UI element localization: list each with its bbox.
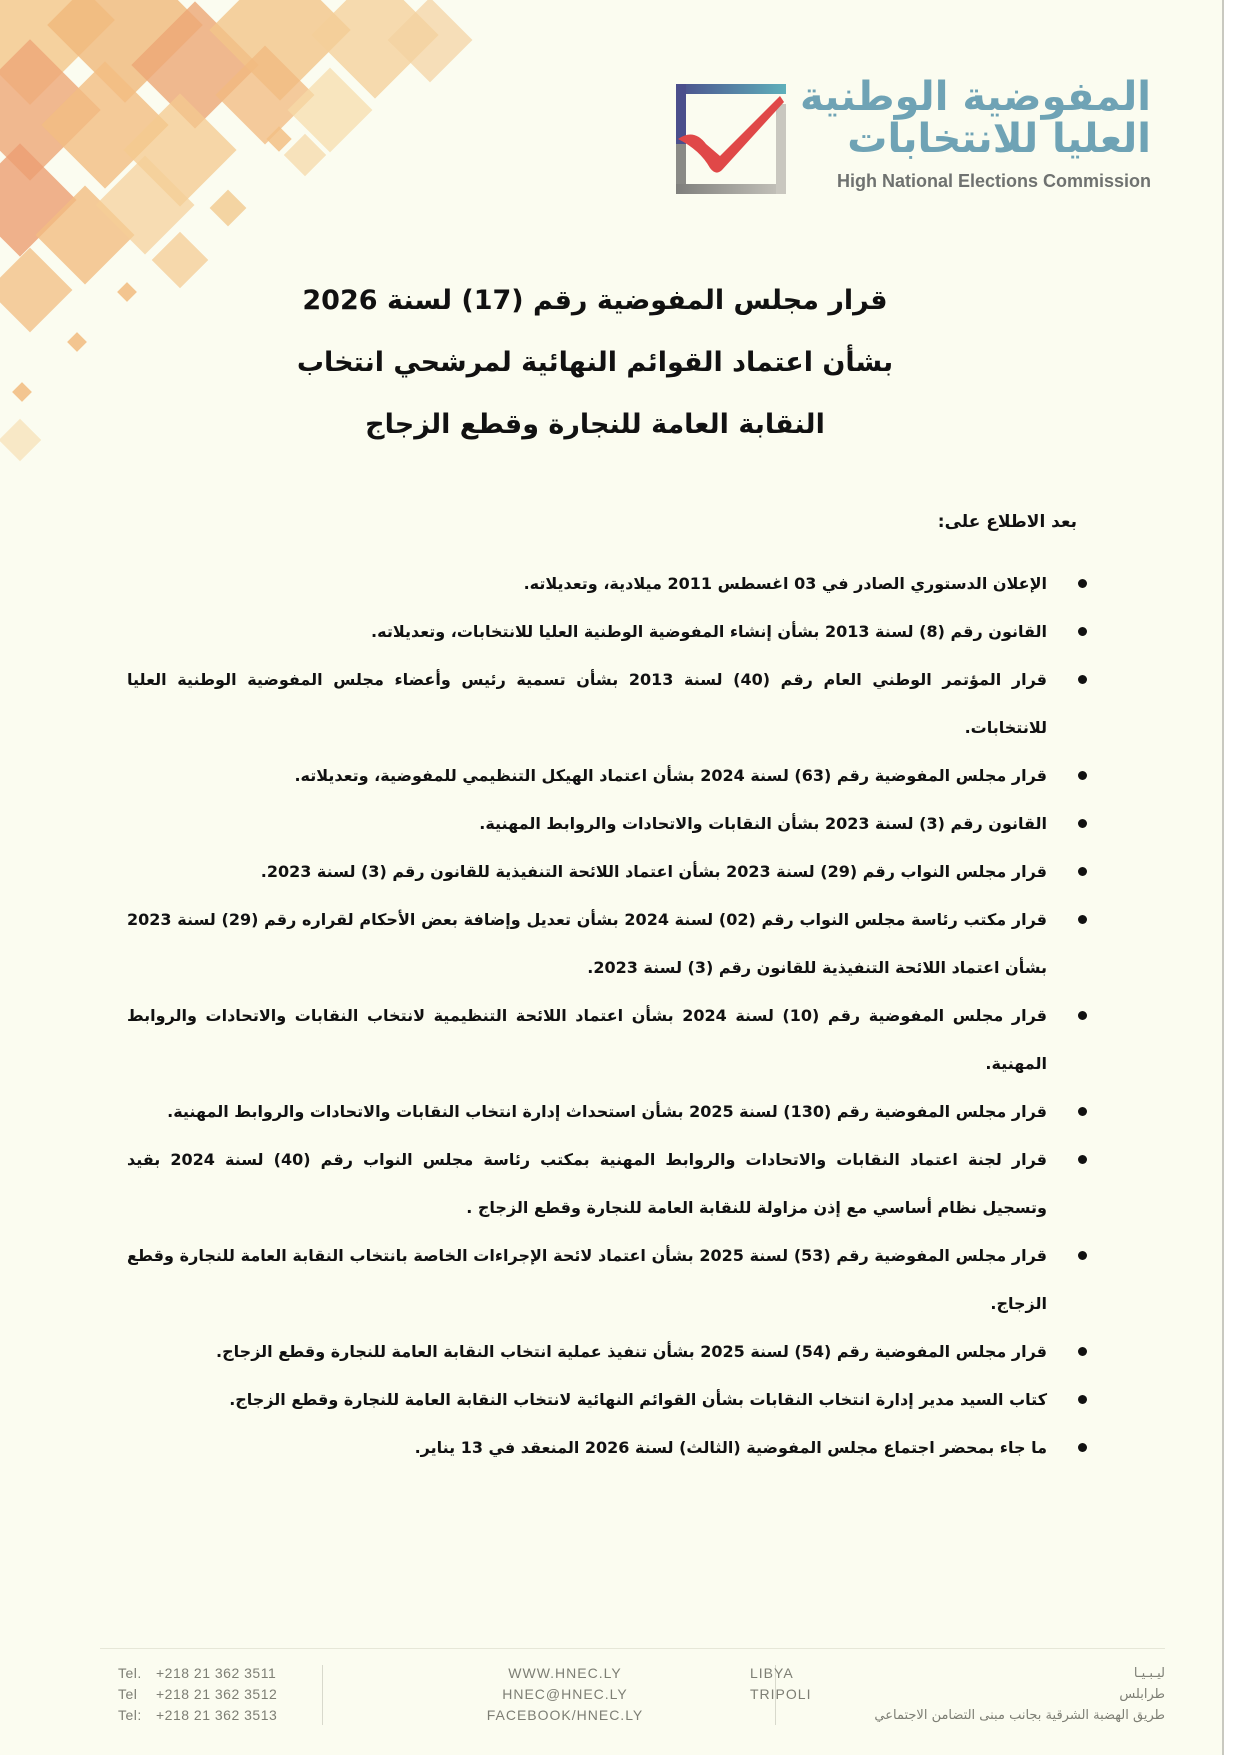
- title-line-2: بشأن اعتماد القوائم النهائية لمرشحي انتخاب: [296, 347, 894, 378]
- phone-line: Tel: +218 21 362 3513: [118, 1707, 278, 1723]
- address-english: LIBYA TRIPOLI: [750, 1665, 812, 1702]
- decision-title: [200, 270, 990, 456]
- bullet-icon: [1078, 1443, 1087, 1452]
- bullet-icon: [1078, 627, 1087, 636]
- bullet-icon: [1078, 1155, 1087, 1164]
- website-link[interactable]: WWW.HNEC.LY: [508, 1665, 622, 1681]
- list-item: ما جاء بمحضر اجتماع مجلس المفوضية (الثالث) لسنة 2026 المنعقد في 13 يناير.: [127, 1424, 1087, 1472]
- preamble-heading: بعد الاطلاع على:: [937, 512, 1077, 532]
- list-item: قرار مجلس المفوضية رقم (53) لسنة 2025 بشأن اعتماد لائحة الإجراءات الخاصة بانتخاب النقابة العامة للنجارة وقطع الزجاج.: [127, 1232, 1087, 1328]
- footer-divider: [322, 1665, 323, 1725]
- bullet-icon: [1078, 1011, 1087, 1020]
- address-arabic: ليـبـيـا طرابلس طريق الهضبة الشرقية بجانب مبنى التضامن الاجتماعي: [874, 1666, 1165, 1723]
- bullet-icon: [1078, 1251, 1087, 1260]
- logo-arabic-line2: العليا للانتخابات: [847, 116, 1151, 162]
- web-contacts: [440, 1663, 690, 1726]
- bullet-icon: [1078, 579, 1087, 588]
- title-line-3: النقابة العامة للنجارة وقطع الزجاج: [365, 409, 825, 440]
- phone-line: Tel. +218 21 362 3511: [118, 1665, 277, 1681]
- list-item: القانون رقم (3) لسنة 2023 بشأن النقابات والاتحادات والروابط المهنية.: [127, 800, 1087, 848]
- list-item: قرار مجلس المفوضية رقم (63) لسنة 2024 بشأن اعتماد الهيكل التنظيمي للمفوضية، وتعديلاته.: [127, 752, 1087, 800]
- bullet-icon: [1078, 675, 1087, 684]
- bullet-icon: [1078, 1395, 1087, 1404]
- list-item: قرار مجلس المفوضية رقم (54) لسنة 2025 بشأن تنفيذ عملية انتخاب النقابة العامة للنجارة وقطع الزجاج.: [127, 1328, 1087, 1376]
- bullet-icon: [1078, 771, 1087, 780]
- hnec-logo: [676, 74, 1166, 194]
- checkbox-check-icon: [676, 84, 786, 194]
- list-item: قرار المؤتمر الوطني العام رقم (40) لسنة 2013 بشأن تسمية رئيس وأعضاء مجلس المفوضية الوطنية العليا للانتخابات.: [127, 656, 1087, 752]
- bullet-icon: [1078, 1107, 1087, 1116]
- bullet-icon: [1078, 1347, 1087, 1356]
- list-item: كتاب السيد مدير إدارة انتخاب النقابات بشأن القوائم النهائية لانتخاب النقابة العامة للنجارة وقطع الزجاج.: [127, 1376, 1087, 1424]
- facebook-link[interactable]: FACEBOOK/HNEC.LY: [486, 1707, 644, 1723]
- list-item: الإعلان الدستوري الصادر في 03 اغسطس 2011 ميلادية، وتعديلاته.: [127, 560, 1087, 608]
- phone-numbers: [118, 1663, 277, 1726]
- list-item: قرار لجنة اعتماد النقابات والاتحادات والروابط المهنية بمكتب رئاسة مجلس النواب رقم (40) لسنة 2024 بقيد وتسجيل نظام أساسي مع إذن مزاولة للنقابة العامة للنجارة وقطع الزجاج .: [127, 1136, 1087, 1232]
- logo-english-name: High National Elections Commission: [836, 171, 1151, 191]
- list-item: القانون رقم (8) لسنة 2013 بشأن إنشاء المفوضية الوطنية العليا للانتخابات، وتعديلاته.: [127, 608, 1087, 656]
- letterhead-footer: [100, 1648, 1165, 1731]
- references-list: [127, 560, 1087, 1472]
- bullet-icon: [1078, 819, 1087, 828]
- list-item: قرار مجلس المفوضية رقم (10) لسنة 2024 بشأن اعتماد اللائحة التنظيمية لانتخاب النقابات والاتحادات والروابط المهنية.: [127, 992, 1087, 1088]
- bullet-icon: [1078, 915, 1087, 924]
- list-item: قرار مكتب رئاسة مجلس النواب رقم (02) لسنة 2024 بشأن تعديل وإضافة بعض الأحكام لقراره رقم (29) لسنة 2023 بشأن اعتماد اللائحة التنفيذية للقانون رقم (3) لسنة 2023.: [127, 896, 1087, 992]
- list-item: قرار مجلس المفوضية رقم (130) لسنة 2025 بشأن استحداث إدارة انتخاب النقابات والاتحادات والروابط المهنية.: [127, 1088, 1087, 1136]
- email-link[interactable]: HNEC@HNEC.LY: [502, 1686, 628, 1702]
- phone-line: Tel +218 21 362 3512: [118, 1686, 278, 1702]
- logo-arabic-line1: المفوضية الوطنية: [800, 74, 1151, 120]
- bullet-icon: [1078, 867, 1087, 876]
- list-item: قرار مجلس النواب رقم (29) لسنة 2023 بشأن اعتماد اللائحة التنفيذية للقانون رقم (3) لسنة 2023.: [127, 848, 1087, 896]
- title-line-1: قرار مجلس المفوضية رقم (17) لسنة 2026: [302, 285, 888, 316]
